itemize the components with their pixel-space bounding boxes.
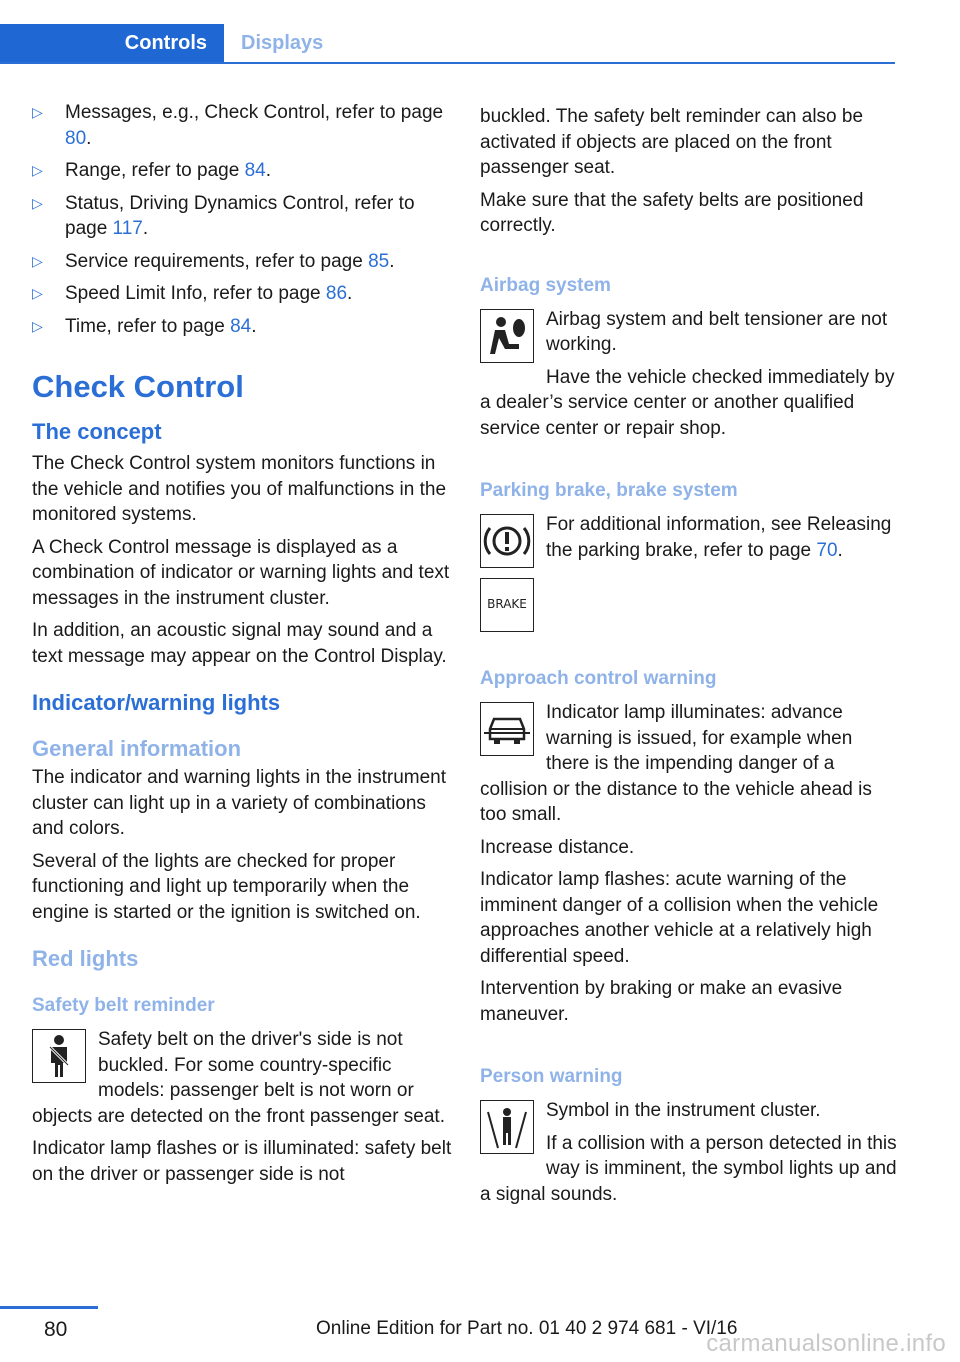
belt-paragraph-1: Safety belt on the driver's side is not buckled. For some country-specific models: passenger belt is not worn or objects are detected on the front passenger seat. [32, 1029, 445, 1127]
brake-paragraph [480, 512, 898, 563]
list-item-text: Speed Limit Info, refer to page [65, 283, 326, 304]
list-item-text: Time, refer to page [65, 315, 231, 337]
brake-warning-icon [480, 514, 534, 568]
red-lights-heading: Red lights [32, 946, 139, 971]
triangle-bullet-icon: ▷ [32, 317, 43, 334]
list-item [32, 249, 452, 275]
list-item-end: . [86, 127, 92, 149]
concept-paragraph-3: In addition, an acoustic signal may sound and a text message may appear on the Control Display. [32, 620, 447, 667]
brake-heading: Parking brake, brake system [480, 480, 738, 501]
approach-paragraph-1: Indicator lamp illuminates: advance warning is issued, for example when there is the impending danger of a collision or the distance to the vehicle ahead is too small. [480, 702, 872, 825]
tab-controls-label: Controls [124, 31, 207, 54]
approach-paragraph-4: Intervention by braking or make an evasive maneuver. [480, 978, 843, 1025]
edition-text: Online Edition for Part no. 01 40 2 974 681 - VI/16 [316, 1318, 738, 1339]
brake-icon-label: BRAKE [487, 597, 527, 612]
approach-paragraph-2: Increase distance. [480, 836, 635, 858]
tab-displays[interactable] [224, 24, 323, 62]
list-item [32, 100, 452, 151]
concept-heading: The concept [32, 419, 162, 444]
list-item [32, 158, 452, 184]
tab-displays-label: Displays [241, 31, 324, 54]
triangle-bullet-icon: ▷ [32, 285, 43, 301]
page-link[interactable]: 85 [368, 250, 390, 272]
brake-text-end: . [837, 539, 843, 561]
triangle-bullet-icon: ▷ [32, 194, 43, 211]
approach-paragraph-3: Indicator lamp flashes: acute warning of the imminent danger of a collision when the vehicle approaches another vehicle at a relatively high differential speed. [480, 869, 879, 967]
footer-rule [0, 1306, 98, 1309]
pedestrian-icon [480, 1100, 534, 1154]
person-paragraph-1: Symbol in the instrument cluster. [546, 1100, 821, 1121]
airbag-icon [480, 309, 534, 363]
page-link[interactable]: 84 [230, 315, 252, 337]
general-paragraph-2: Several of the lights are checked for proper functioning and light up temporarily when the engine is started or the ignition is switched on. [32, 850, 421, 923]
brake-text: For additional information, see Releasing the parking brake, refer to page [546, 514, 892, 561]
list-item-text: Messages, e.g., Check Control, refer to page [65, 102, 444, 123]
page-link[interactable]: 80 [65, 127, 87, 149]
chapter-header [0, 24, 895, 64]
concept-paragraph-2: A Check Control message is displayed as a combination of indicator or warning lights and text messages in the instrument cluster. [32, 536, 450, 609]
triangle-bullet-icon: ▷ [32, 162, 43, 178]
right-column [480, 100, 898, 1214]
brake-block [480, 512, 898, 636]
list-item-text: Service requirements, refer to page [65, 250, 369, 272]
list-item-end: . [265, 160, 271, 181]
page-link[interactable]: 117 [112, 218, 143, 239]
list-item [32, 281, 452, 307]
brake-text-icon [480, 578, 534, 632]
left-column [32, 100, 452, 1194]
belt-heading: Safety belt reminder [32, 995, 215, 1016]
triangle-bullet-icon: ▷ [32, 104, 43, 120]
list-item-end: . [251, 315, 257, 337]
list-item-end: . [389, 250, 395, 272]
person-block [480, 1098, 898, 1214]
section-title: Check Control [32, 369, 244, 404]
belt-continued-2: Make sure that the safety belts are positioned correctly. [480, 189, 864, 236]
airbag-paragraph-2: Have the vehicle checked immediately by a dealer’s service center or another qualified service center or repair shop. [480, 366, 895, 439]
watermark: carmanualsonline.info [706, 1330, 946, 1357]
general-paragraph-1: The indicator and warning lights in the instrument cluster can light up in a variety of combinations and colors. [32, 767, 447, 839]
page-number: 80 [44, 1318, 68, 1341]
list-item [32, 314, 452, 340]
airbag-block [480, 307, 898, 449]
belt-block [32, 1027, 452, 1187]
airbag-paragraph-1: Airbag system and belt tensioner are not working. [546, 308, 888, 355]
seatbelt-icon [32, 1029, 86, 1083]
person-heading: Person warning [480, 1066, 623, 1087]
list-item-text: Range, refer to page [65, 160, 245, 181]
belt-paragraph-2: Indicator lamp flashes or is illuminated: safety belt on the driver or passenger side is not [32, 1138, 452, 1185]
list-item [32, 191, 452, 242]
tab-controls[interactable] [0, 24, 224, 62]
bullet-list [32, 100, 452, 339]
indicator-heading: Indicator/warning lights [32, 690, 281, 715]
car-ahead-icon [480, 702, 534, 756]
concept-paragraph-1: The Check Control system monitors functions in the vehicle and notifies you of malfunctions in the monitored systems. [32, 453, 447, 525]
page-link[interactable]: 70 [816, 539, 838, 561]
page-link[interactable]: 84 [244, 160, 266, 181]
triangle-bullet-icon: ▷ [32, 252, 43, 269]
approach-heading: Approach control warning [480, 668, 717, 689]
approach-block [480, 700, 898, 1034]
general-heading: General information [32, 736, 242, 761]
page-link[interactable]: 86 [325, 283, 348, 304]
list-item-text: Status, Driving Dynamics Control, refer to page [65, 192, 415, 239]
airbag-heading: Airbag system [480, 274, 611, 296]
list-item-end: . [347, 283, 353, 304]
belt-continued-1: buckled. The safety belt reminder can also be activated if objects are placed on the front passenger seat. [480, 106, 864, 178]
list-item-end: . [142, 218, 149, 239]
person-paragraph-2: If a collision with a person detected in this way is imminent, the symbol lights up and a signal sounds. [480, 1132, 897, 1205]
